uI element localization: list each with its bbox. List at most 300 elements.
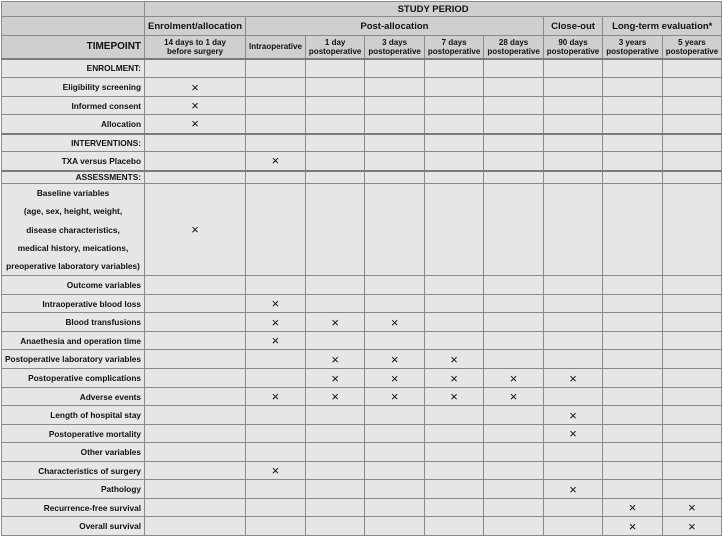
empty-cell (662, 276, 721, 295)
row-label-text: Intraoperative blood loss (42, 298, 142, 309)
empty-cell (543, 443, 602, 462)
schedule-mark: × (145, 184, 246, 276)
schedule-mark: × (305, 388, 364, 406)
schedule-mark: × (145, 115, 246, 134)
empty-cell (365, 332, 424, 350)
table-row (2, 295, 722, 313)
timepoint-header (543, 36, 602, 59)
timepoint-header (246, 36, 306, 59)
empty-cell (365, 406, 424, 425)
empty-cell (305, 134, 364, 152)
timepoint-header (424, 36, 483, 59)
table-row (2, 480, 722, 499)
empty-cell (603, 276, 662, 295)
empty-cell (662, 115, 721, 134)
empty-cell (246, 499, 306, 517)
table-row (2, 350, 722, 369)
empty-cell (484, 480, 543, 499)
empty-cell (484, 295, 543, 313)
table-row (2, 425, 722, 443)
schedule-mark: × (484, 369, 543, 388)
timepoint-text: postoperative (665, 46, 719, 56)
empty-cell (484, 152, 543, 171)
row-label (2, 59, 145, 78)
empty-cell (484, 97, 543, 115)
schedule-mark: × (484, 388, 543, 406)
empty-cell (662, 59, 721, 78)
empty-cell (246, 425, 306, 443)
table-row (2, 115, 722, 134)
header-blank-cell (2, 17, 145, 36)
table-row (2, 134, 722, 152)
schedule-mark: × (543, 480, 602, 499)
empty-cell (424, 78, 483, 97)
empty-cell (424, 59, 483, 78)
empty-cell (246, 369, 306, 388)
empty-cell (603, 332, 662, 350)
empty-cell (145, 388, 246, 406)
group-header-close-out: Close-out (543, 17, 602, 36)
empty-cell (484, 499, 543, 517)
empty-cell (662, 171, 721, 184)
row-label-text: Postoperative laboratory variables (5, 354, 142, 365)
row-label (2, 406, 145, 425)
schedule-mark: × (603, 499, 662, 517)
empty-cell (365, 115, 424, 134)
empty-cell (424, 406, 483, 425)
row-label-text: Baseline variables (36, 188, 110, 198)
empty-cell (424, 97, 483, 115)
empty-cell (365, 171, 424, 184)
timepoint-text: 28 days (498, 37, 529, 47)
empty-cell (662, 443, 721, 462)
empty-cell (246, 517, 306, 536)
empty-cell (145, 517, 246, 536)
row-label-text: Pathology (100, 484, 142, 495)
empty-cell (145, 350, 246, 369)
empty-cell (424, 171, 483, 184)
row-label (2, 78, 145, 97)
row-label-text: ENROLMENT: (86, 63, 142, 74)
timepoint-text: postoperative (427, 46, 481, 56)
schedule-mark: × (145, 78, 246, 97)
empty-cell (603, 78, 662, 97)
schedule-mark: × (246, 295, 306, 313)
timepoint-text: 90 days (558, 37, 588, 47)
empty-cell (603, 388, 662, 406)
empty-cell (365, 78, 424, 97)
empty-cell (365, 184, 424, 276)
empty-cell (603, 480, 662, 499)
row-label-text: Allocation (100, 118, 142, 129)
empty-cell (365, 276, 424, 295)
empty-cell (662, 78, 721, 97)
empty-cell (365, 59, 424, 78)
row-label (2, 276, 145, 295)
row-label (2, 171, 145, 184)
table-row (2, 59, 722, 78)
empty-cell (145, 171, 246, 184)
schedule-mark: × (603, 517, 662, 536)
empty-cell (484, 350, 543, 369)
empty-cell (145, 134, 246, 152)
empty-cell (424, 480, 483, 499)
timepoint-label: TIMEPOINT (2, 36, 145, 59)
timepoint-text: 3 days (382, 37, 408, 47)
empty-cell (365, 134, 424, 152)
empty-cell (543, 134, 602, 152)
row-label-text: Postoperative mortality (48, 428, 142, 439)
empty-cell (662, 332, 721, 350)
empty-cell (484, 313, 543, 332)
empty-cell (365, 97, 424, 115)
schedule-mark: × (365, 388, 424, 406)
empty-cell (484, 443, 543, 462)
empty-cell (145, 313, 246, 332)
timepoint-header (603, 36, 662, 59)
schedule-mark: × (365, 369, 424, 388)
empty-cell (305, 517, 364, 536)
empty-cell (365, 152, 424, 171)
empty-cell (603, 462, 662, 480)
empty-cell (484, 115, 543, 134)
empty-cell (305, 78, 364, 97)
empty-cell (662, 480, 721, 499)
schedule-mark: × (543, 369, 602, 388)
table-row (2, 332, 722, 350)
schedule-mark: × (424, 388, 483, 406)
timepoint-text: 3 years (618, 37, 647, 47)
empty-cell (543, 97, 602, 115)
empty-cell (424, 115, 483, 134)
table-row (2, 499, 722, 517)
empty-cell (145, 369, 246, 388)
table-row (2, 276, 722, 295)
empty-cell (424, 184, 483, 276)
row-label-text: Anaethesia and operation time (20, 335, 142, 346)
spirit-schedule-table (1, 1, 722, 536)
empty-cell (365, 443, 424, 462)
table-row (2, 97, 722, 115)
empty-cell (484, 425, 543, 443)
empty-cell (603, 115, 662, 134)
row-label-text: Blood transfusions (65, 317, 142, 328)
row-label (2, 152, 145, 171)
row-label (2, 462, 145, 480)
empty-cell (424, 152, 483, 171)
row-note-text: (age, sex, height, weight, (23, 206, 123, 217)
empty-cell (662, 425, 721, 443)
study-period-header: STUDY PERIOD (145, 2, 722, 17)
empty-cell (543, 171, 602, 184)
timepoint-text: postoperative (487, 46, 540, 56)
timepoint-text: Intraoperative (249, 42, 302, 52)
empty-cell (145, 462, 246, 480)
empty-cell (662, 184, 721, 276)
row-label-text: Outcome variables (66, 280, 142, 291)
group-header-long-term: Long-term evaluation* (603, 17, 722, 36)
empty-cell (424, 276, 483, 295)
empty-cell (543, 462, 602, 480)
row-label (2, 517, 145, 536)
empty-cell (305, 184, 364, 276)
empty-cell (246, 406, 306, 425)
empty-cell (424, 313, 483, 332)
table-row (2, 171, 722, 184)
row-label (2, 425, 145, 443)
timepoint-header (365, 36, 424, 59)
timepoint-text: 1 day (324, 37, 346, 47)
empty-cell (305, 443, 364, 462)
row-label (2, 388, 145, 406)
empty-cell (662, 97, 721, 115)
empty-cell (424, 443, 483, 462)
empty-cell (246, 184, 306, 276)
schedule-mark: × (543, 406, 602, 425)
empty-cell (484, 78, 543, 97)
empty-cell (603, 97, 662, 115)
empty-cell (484, 59, 543, 78)
table-row (2, 152, 722, 171)
empty-cell (603, 152, 662, 171)
row-label (2, 350, 145, 369)
row-label (2, 313, 145, 332)
schedule-mark: × (246, 313, 306, 332)
schedule-mark: × (246, 332, 306, 350)
group-header-enrolment: Enrolment/allocation (145, 17, 246, 36)
empty-cell (305, 295, 364, 313)
empty-cell (662, 295, 721, 313)
empty-cell (365, 295, 424, 313)
empty-cell (365, 517, 424, 536)
row-label (2, 369, 145, 388)
row-note-text: preoperative laboratory variables) (6, 261, 140, 272)
row-label (2, 184, 145, 276)
schedule-mark: × (543, 425, 602, 443)
empty-cell (484, 406, 543, 425)
empty-cell (603, 171, 662, 184)
row-label-text: TXA versus Placebo (61, 155, 142, 166)
timepoint-text: postoperative (308, 46, 362, 56)
row-label-text: Length of hospital stay (50, 410, 142, 421)
empty-cell (662, 313, 721, 332)
empty-cell (543, 499, 602, 517)
table-row (2, 388, 722, 406)
empty-cell (145, 480, 246, 499)
table-row (2, 406, 722, 425)
empty-cell (424, 332, 483, 350)
empty-cell (424, 295, 483, 313)
empty-cell (543, 59, 602, 78)
empty-cell (145, 443, 246, 462)
empty-cell (543, 184, 602, 276)
table-row (2, 443, 722, 462)
table-row (2, 517, 722, 536)
empty-cell (305, 480, 364, 499)
empty-cell (543, 350, 602, 369)
row-label (2, 480, 145, 499)
empty-cell (662, 462, 721, 480)
empty-cell (662, 388, 721, 406)
row-label (2, 332, 145, 350)
timepoint-text: 5 years (678, 37, 706, 47)
empty-cell (484, 332, 543, 350)
empty-cell (145, 406, 246, 425)
empty-cell (662, 152, 721, 171)
table-row (2, 369, 722, 388)
empty-cell (424, 499, 483, 517)
row-label-text: ASSESSMENTS: (75, 172, 142, 183)
timepoint-text: postoperative (606, 46, 659, 56)
empty-cell (145, 295, 246, 313)
empty-cell (603, 184, 662, 276)
empty-cell (305, 425, 364, 443)
empty-cell (145, 152, 246, 171)
empty-cell (543, 517, 602, 536)
timepoint-header (662, 36, 721, 59)
schedule-mark: × (424, 350, 483, 369)
schedule-mark: × (662, 499, 721, 517)
group-header-post-allocation: Post-allocation (246, 17, 544, 36)
row-note-text: disease characteristics, (26, 224, 120, 235)
timepoint-text: 14 days to 1 day (164, 37, 226, 47)
empty-cell (543, 388, 602, 406)
row-label-text: INTERVENTIONS: (71, 137, 142, 148)
empty-cell (305, 406, 364, 425)
empty-cell (365, 480, 424, 499)
row-label (2, 97, 145, 115)
row-label (2, 499, 145, 517)
empty-cell (145, 499, 246, 517)
timepoint-header (145, 36, 246, 59)
empty-cell (145, 425, 246, 443)
empty-cell (603, 313, 662, 332)
empty-cell (424, 462, 483, 480)
empty-cell (603, 59, 662, 78)
empty-cell (145, 59, 246, 78)
empty-cell (305, 97, 364, 115)
table-row (2, 184, 722, 276)
schedule-mark: × (424, 369, 483, 388)
empty-cell (543, 115, 602, 134)
schedule-mark: × (145, 97, 246, 115)
empty-cell (484, 276, 543, 295)
empty-cell (305, 332, 364, 350)
empty-cell (662, 350, 721, 369)
timepoint-text: postoperative (368, 46, 421, 56)
schedule-mark: × (305, 313, 364, 332)
empty-cell (246, 59, 306, 78)
empty-cell (543, 295, 602, 313)
empty-cell (484, 184, 543, 276)
schedule-mark: × (305, 350, 364, 369)
empty-cell (603, 443, 662, 462)
empty-cell (484, 134, 543, 152)
empty-cell (484, 171, 543, 184)
empty-cell (543, 332, 602, 350)
timepoint-header (484, 36, 543, 59)
empty-cell (145, 276, 246, 295)
empty-cell (662, 406, 721, 425)
row-label-text: Informed consent (71, 100, 142, 111)
row-label-text: Recurrence-free survival (43, 502, 142, 513)
row-label (2, 134, 145, 152)
empty-cell (484, 462, 543, 480)
empty-cell (365, 499, 424, 517)
empty-cell (365, 462, 424, 480)
timepoint-text: 7 days (441, 37, 467, 47)
empty-cell (246, 350, 306, 369)
empty-cell (662, 134, 721, 152)
empty-cell (305, 59, 364, 78)
row-label (2, 115, 145, 134)
schedule-mark: × (246, 152, 306, 171)
empty-cell (603, 425, 662, 443)
empty-cell (305, 152, 364, 171)
empty-cell (603, 406, 662, 425)
empty-cell (603, 295, 662, 313)
empty-cell (424, 134, 483, 152)
empty-cell (305, 115, 364, 134)
empty-cell (603, 369, 662, 388)
empty-cell (246, 171, 306, 184)
timepoint-text: postoperative (546, 46, 600, 56)
empty-cell (305, 276, 364, 295)
empty-cell (662, 369, 721, 388)
empty-cell (543, 276, 602, 295)
timepoint-header (305, 36, 364, 59)
schedule-mark: × (305, 369, 364, 388)
empty-cell (305, 171, 364, 184)
empty-cell (543, 78, 602, 97)
empty-cell (145, 332, 246, 350)
empty-cell (246, 443, 306, 462)
row-label-text: Overall survival (79, 521, 142, 532)
empty-cell (424, 517, 483, 536)
row-label-text: Characteristics of surgery (38, 465, 142, 476)
empty-cell (246, 115, 306, 134)
header-blank-cell (2, 2, 145, 17)
row-label-text: Postoperative complications (28, 373, 142, 384)
empty-cell (246, 276, 306, 295)
schedule-mark: × (365, 350, 424, 369)
timepoint-text: before surgery (167, 46, 224, 56)
schedule-mark: × (662, 517, 721, 536)
empty-cell (305, 462, 364, 480)
row-label-text: Adverse events (79, 391, 142, 402)
row-label (2, 443, 145, 462)
empty-cell (543, 313, 602, 332)
empty-cell (603, 350, 662, 369)
empty-cell (246, 97, 306, 115)
empty-cell (424, 425, 483, 443)
schedule-mark: × (246, 388, 306, 406)
row-label-text: Eligibility screening (62, 82, 142, 92)
empty-cell (305, 499, 364, 517)
empty-cell (246, 78, 306, 97)
schedule-mark: × (365, 313, 424, 332)
empty-cell (603, 134, 662, 152)
empty-cell (543, 152, 602, 171)
table-row (2, 78, 722, 97)
schedule-mark: × (246, 462, 306, 480)
table-row (2, 462, 722, 480)
empty-cell (365, 425, 424, 443)
row-label (2, 295, 145, 313)
row-label-text: Other variables (80, 447, 142, 458)
empty-cell (246, 134, 306, 152)
row-note-text: medical history, meications, (17, 242, 129, 253)
